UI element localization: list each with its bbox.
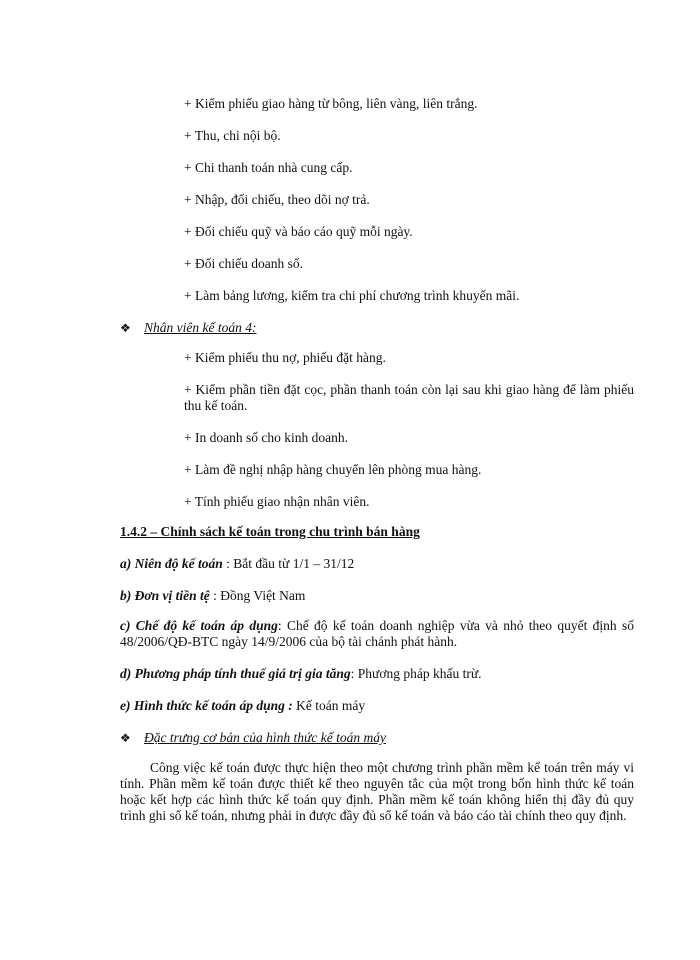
body-paragraph: Công việc kế toán được thực hiện theo một chương trình phần mềm kế toán trên máy vi tính. Phần mềm kế toán được thiết kế theo nguyên tắc của một trong bốn hình thức kế toán hoặc kết hợp các hình thức kế toán quy định. Phần mềm kế toán không hiển thị đầy đủ quy trình ghi sổ kế toán, nhưng phải in được đầy đủ sổ kế toán và báo cáo tài chính theo quy định. [120, 760, 634, 823]
definition-sep: : [350, 666, 358, 681]
list-item: + Làm đề nghị nhập hàng chuyển lên phòng mua hàng. [184, 462, 482, 477]
definition-sep: : [277, 618, 287, 633]
definition-item [120, 666, 482, 682]
list-item: + Nhập, đối chiếu, theo dõi nợ trả. [184, 192, 370, 207]
definition-value: Bắt đầu từ 1/1 – 31/12 [233, 556, 355, 571]
section-title-text: Nhân viên kế toán 4: [144, 320, 257, 335]
list-item: + Kiểm phiếu giao hàng từ bông, liên vàng, liên trắng. [184, 96, 478, 111]
definition-term: b) Đơn vị tiền tệ [120, 588, 210, 603]
definition-item [120, 618, 634, 650]
definition-value: Kế toán máy [296, 698, 366, 713]
definition-sep: : [209, 588, 221, 603]
definition-item [120, 588, 305, 604]
list-item: + Tính phiếu giao nhận nhân viên. [184, 494, 370, 509]
list-item: + Thu, chi nội bộ. [184, 128, 281, 143]
list-item: + Kiểm phiếu thu nợ, phiếu đặt hàng. [184, 350, 386, 365]
section-title [120, 320, 256, 336]
diamond-cluster-icon: ❖ [120, 321, 131, 335]
list-item: + Làm bảng lương, kiểm tra chi phí chương trình khuyến mãi. [184, 288, 520, 303]
list-item: + Đối chiếu quỹ và báo cáo quỹ mỗi ngày. [184, 224, 413, 239]
definition-value: Phương pháp khấu trừ. [357, 666, 482, 681]
definition-term: e) Hình thức kế toán áp dụng : [120, 698, 293, 713]
definition-value: Đồng Việt Nam [220, 588, 306, 603]
definition-term: d) Phương pháp tính thuế giá trị gia tăng [120, 666, 351, 681]
list-item: + In doanh số cho kinh doanh. [184, 430, 348, 445]
definition-sep: : [222, 556, 234, 571]
definition-item [120, 556, 354, 572]
list-item: + Kiểm phần tiền đặt cọc, phần thanh toán còn lại sau khi giao hàng để làm phiếu thu kế toán. [184, 382, 634, 413]
definition-item [120, 698, 365, 714]
definition-term: a) Niên độ kế toán [120, 556, 223, 571]
list-item: + Chi thanh toán nhà cung cấp. [184, 160, 353, 175]
definition-value: Chế độ kế toán doanh nghiệp vừa và nhỏ theo quyết định số 48/2006/QĐ-BTC ngày 14/9/2006 của bộ tài chánh phát hành. [120, 618, 634, 649]
feature-title-text: Đặc trưng cơ bản của hình thức kế toán máy [144, 730, 387, 745]
section-heading: 1.4.2 – Chính sách kế toán trong chu trình bán hàng [120, 524, 420, 539]
list-item: + Đối chiếu doanh số. [184, 256, 303, 271]
definition-term: c) Chế độ kế toán áp dụng [120, 618, 278, 633]
diamond-cluster-icon: ❖ [120, 731, 131, 745]
feature-title [120, 730, 386, 746]
